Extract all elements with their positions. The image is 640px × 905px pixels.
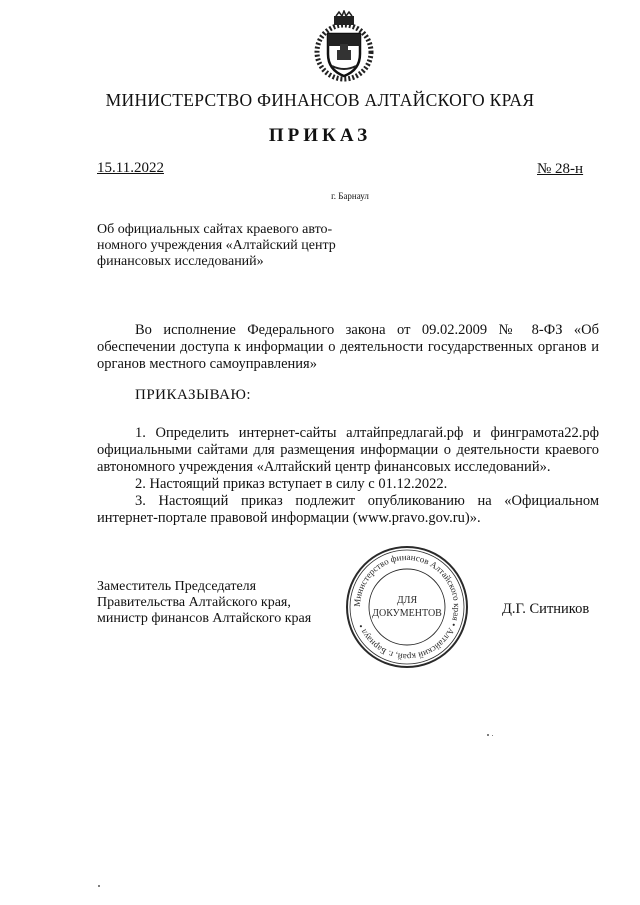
document-number: № 28-н bbox=[537, 161, 584, 177]
order-item-3: 3. Настоящий приказ подлежит опубликованию на «Официальном интернет-портале правовой информации (www.pravo.gov.ru)». bbox=[97, 493, 599, 526]
scan-speck bbox=[98, 885, 100, 887]
subject-line: Об официальных сайтах краевого авто- bbox=[97, 222, 333, 237]
stamp-ring-text: Министерство финансов Алтайского края • Алтайский край, г. Барнаул • bbox=[351, 551, 463, 663]
signer-title bbox=[97, 579, 311, 627]
preamble-paragraph: Во исполнение Федерального закона от 09.02.2009 № 8-ФЗ «Об обеспечении доступа к информации о деятельности государственных органов и органов местного самоуправления» bbox=[97, 322, 599, 372]
document-date: 15.11.2022 bbox=[97, 160, 164, 176]
signer-title-line: Заместитель Председателя bbox=[97, 579, 257, 594]
coat-of-arms-icon bbox=[304, 10, 384, 90]
stamp-center-line: ДОКУМЕНТОВ bbox=[372, 608, 442, 619]
signer-name: Д.Г. Ситников bbox=[502, 601, 590, 617]
document-type: ПРИКАЗ bbox=[268, 125, 372, 146]
order-item-2: 2. Настоящий приказ вступает в силу с 01.12.2022. bbox=[135, 476, 448, 492]
order-heading: ПРИКАЗЫВАЮ: bbox=[135, 387, 252, 403]
stamp-center-line: ДЛЯ bbox=[396, 595, 418, 606]
signer-title-line: министр финансов Алтайского края bbox=[97, 611, 312, 626]
signer-title-line: Правительства Алтайского края, bbox=[97, 595, 291, 610]
official-stamp bbox=[343, 543, 471, 671]
subject-line: номного учреждения «Алтайский центр bbox=[97, 238, 336, 253]
ministry-name: МИНИСТЕРСТВО ФИНАНСОВ АЛТАЙСКОГО КРАЯ bbox=[105, 90, 535, 110]
scan-speck bbox=[487, 734, 489, 736]
subject-line: финансовых исследований» bbox=[97, 254, 264, 269]
scan-speck bbox=[492, 735, 493, 736]
document-city: г. Барнаул bbox=[331, 191, 369, 201]
document-subject bbox=[97, 222, 367, 270]
order-item-1: 1. Определить интернет-сайты алтайпредлагай.рф и финграмота22.рф официальными сайтами для размещения информации о деятельности краевого автономного учреждения «Алтайский центр финансовых исследований». bbox=[97, 425, 599, 475]
